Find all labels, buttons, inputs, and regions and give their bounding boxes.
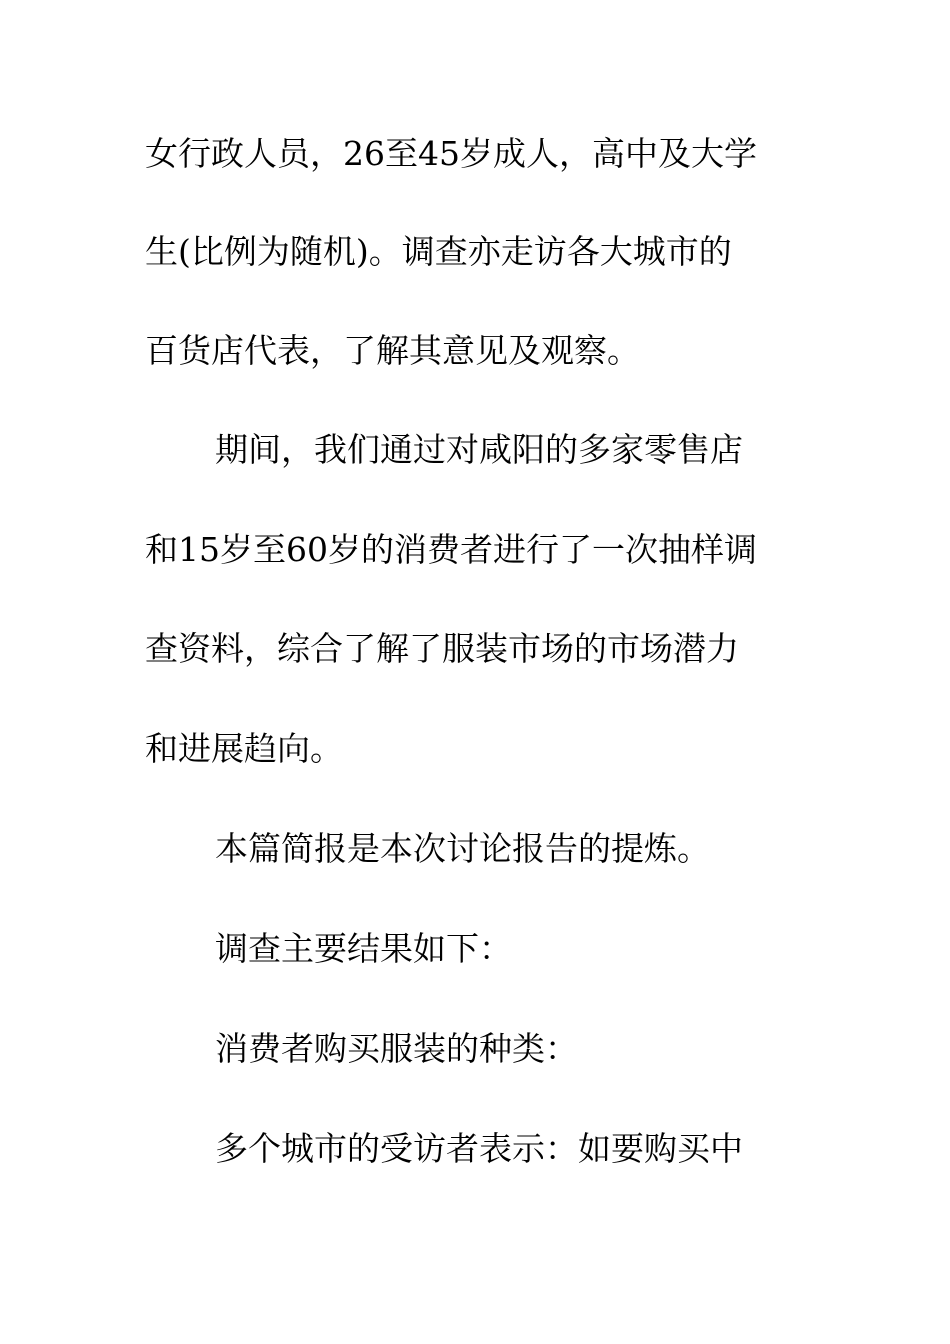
paragraph-first-line: 本篇简报是本次讨论报告的提炼。 (215, 829, 710, 868)
text-line: 和进展趋向。 (145, 729, 343, 768)
text-line: 查资料，综合了解了服装市场的市场潜力 (145, 629, 739, 668)
paragraph-first-line: 期间，我们通过对咸阳的多家零售店 (215, 430, 743, 469)
text-line: 百货店代表，了解其意见及观察。 (145, 331, 640, 370)
text-line: 生(比例为随机)。调查亦走访各大城市的 (145, 232, 732, 271)
paragraph-first-line: 多个城市的受访者表示：如要购买中 (215, 1129, 743, 1168)
paragraph-first-line: 消费者购买服装的种类： (215, 1029, 578, 1068)
text-line: 和15岁至60岁的消费者进行了一次抽样调 (145, 530, 757, 569)
paragraph-first-line: 调查主要结果如下： (215, 929, 512, 968)
text-line: 女行政人员，26至45岁成人，高中及大学 (145, 134, 757, 173)
